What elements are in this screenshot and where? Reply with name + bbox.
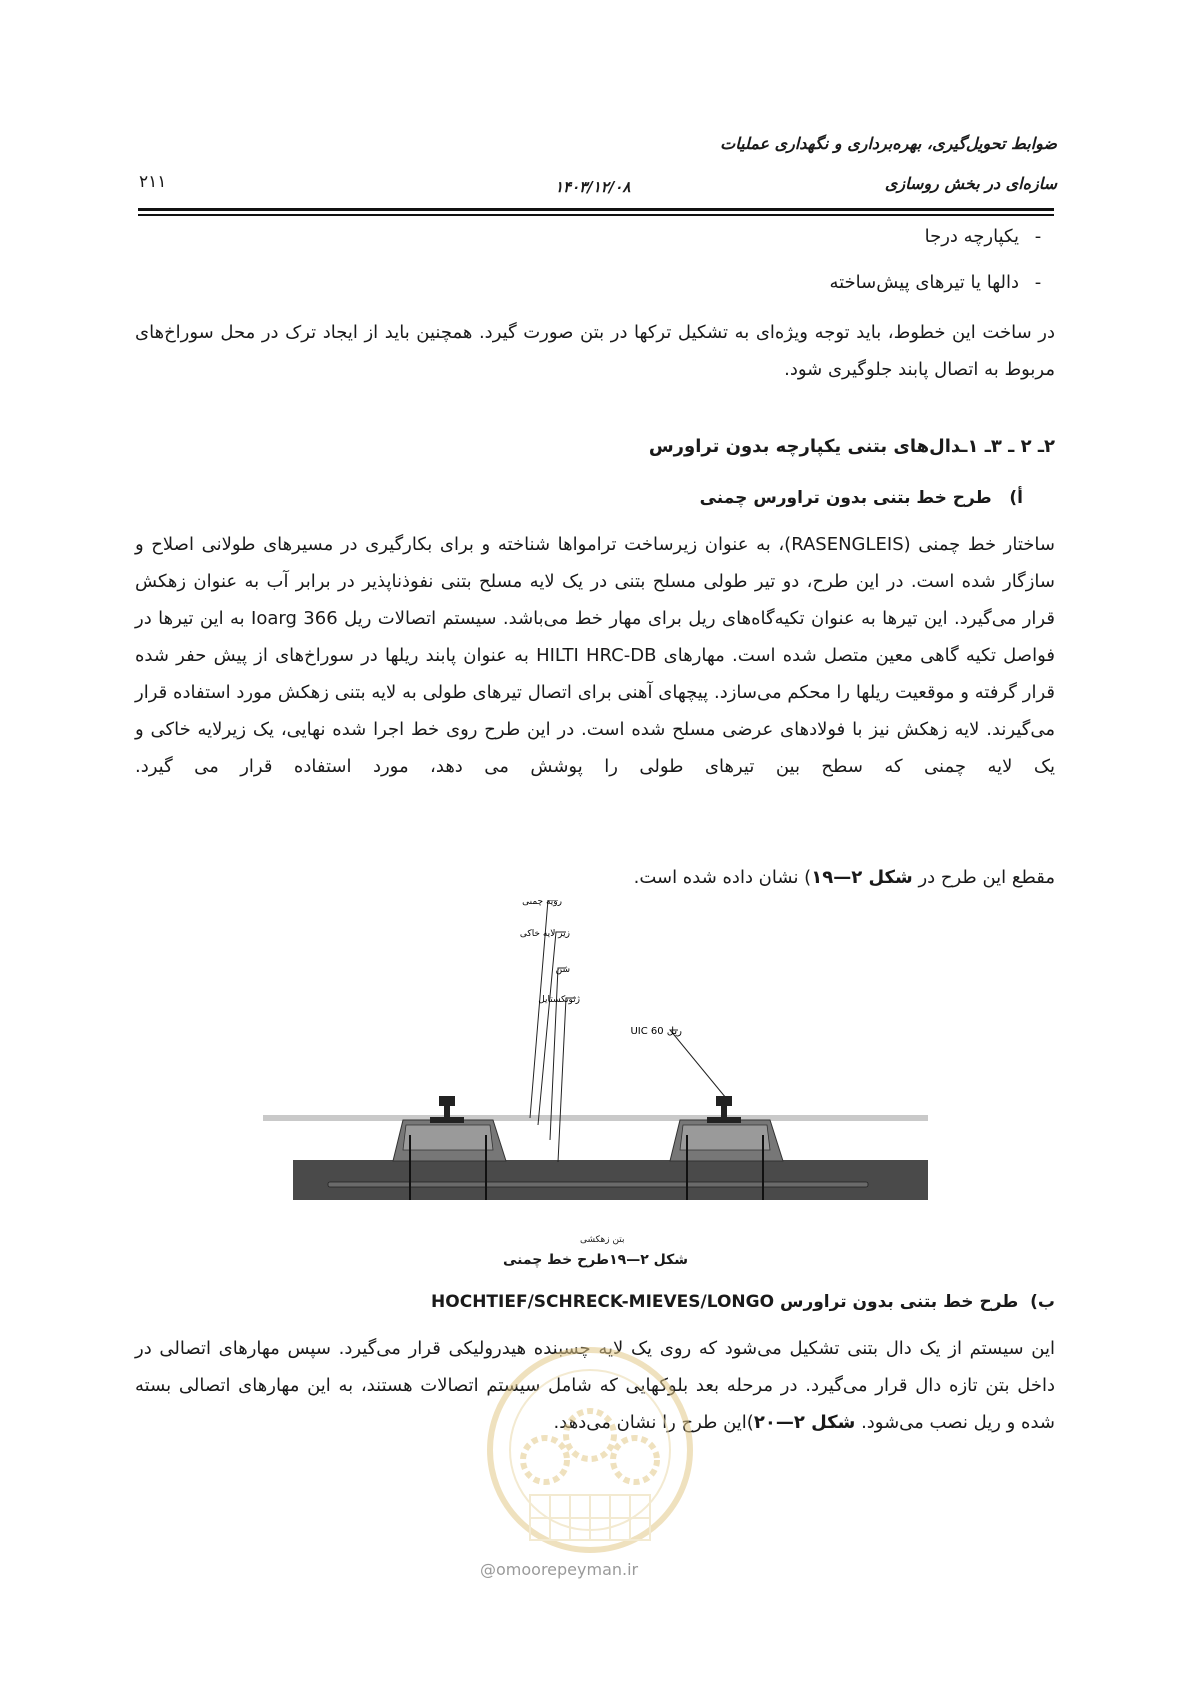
subsection-b-text: این سیستم از یک دال بتنی تشکیل می‌شود که روی یک لایه چسبنده هیدرولیکی قرار می‌گیرد. سپس مهارهای اتصالی در داخل بتن تازه دال قرار می‌گیرد. در مرحله بعد بلوکهایی که شامل سیستم اتصالات هستند، به این مهارهای اتصالی بسته شده و ریل نصب می‌شود. — [135, 1338, 1055, 1433]
section-heading: ۲ـ ۲ ـ ۳ـ ۱ـدال‌های بتنی یکپارچه بدون تراورس — [648, 436, 1055, 457]
subsection-b-label: ب) — [1030, 1292, 1055, 1312]
header-subtitle: سازه‌ای در بخش روسازی — [884, 174, 1057, 193]
bullet-item — [925, 226, 1057, 247]
left-beam-core — [403, 1125, 493, 1150]
label-sand: شن — [555, 965, 570, 975]
bullet-dash: - — [1034, 272, 1042, 293]
grass-track-figure — [258, 900, 938, 1200]
ref-suffix-b: )این طرح را نشان می‌دهد. — [553, 1412, 754, 1433]
intro-paragraph: در ساخت این خطوط، باید توجه ویژه‌ای به تشکیل ترکها در بتن صورت گیرد. همچنین باید از ایجاد ترک در محل سوراخ‌های مربوط به اتصال پابند جلوگیری شود. — [135, 322, 1055, 380]
subsection-a-reference — [135, 859, 1055, 896]
label-soil: زیر لایه خاکی — [519, 929, 570, 939]
subsection-a-paragraph: ساختار خط چمنی (RASENGLEIS)، به عنوان زیرساخت تراموا‌ها شناخته و برای بکارگیری در مسیرهای طولانی اصلاح و سازگار شده است. در این طرح، دو تیر طولی مسلح بتنی در یک لایه مسلح بتنی نفوذناپذیر در برابر آب به عنوان زهکش قرار می‌گیرد. این تیرها به عنوان تکیه‌گاه‌های ریل برای مهار خط می‌باشد. سیستم اتصالات ریل Ioarg 366 به این تیرها در فواصل تکیه گاهی معین متصل شده است. مهارهای HILTI HRC-DB به عنوان پابند ریلها در سوراخ‌های از پیش حفر شده قرار گرفته و موقعیت ریلها را محکم می‌سازد. پیچهای آهنی برای اتصال تیرهای طولی به لایه بتنی زهکش مورد استفاده قرار می‌گیرند. لایه زهکش نیز با فولادهای عرضی مسلح شده است. در این طرح روی خط اجرا شده نهایی، یک زیرلایه خاکی و یک لایه چمنی که سطح بین تیرهای طولی را پوشش می دهد، مورد استفاده قرار می گیرد. — [135, 534, 1055, 777]
bullet-dash: - — [1034, 226, 1042, 247]
label-drain: بتن زهکشی — [580, 1235, 625, 1245]
leader-rail — [670, 1030, 726, 1098]
page-number: ۲۱۱ — [139, 172, 167, 192]
subsection-b-heading — [431, 1292, 1055, 1312]
subsection-a-title: طرح خط بتنی بدون تراورس چمنی — [699, 488, 992, 508]
watermark-seal-icon — [470, 1330, 710, 1590]
subsection-a-label: أ) — [1009, 488, 1023, 508]
left-rail-foot — [430, 1117, 464, 1123]
drainage-slab — [293, 1160, 928, 1200]
right-rail-foot — [707, 1117, 741, 1123]
label-rail: ریل UIC 60 — [630, 1026, 682, 1037]
ref-prefix: مقطع این طرح در — [918, 867, 1055, 888]
left-rail-web — [444, 1105, 450, 1119]
right-beam-core — [680, 1125, 770, 1150]
label-geotextile: ژئوتکستایل — [538, 995, 580, 1005]
ref-figure-b: شکل ۲—۲۰ — [753, 1412, 856, 1433]
bullet-text: یکپارچه درجا — [924, 226, 1019, 247]
watermark-site: @omoorepeyman.ir — [480, 1560, 639, 1579]
bullet-item — [829, 272, 1057, 293]
right-rail-head — [716, 1096, 732, 1106]
right-rail-web — [721, 1105, 727, 1119]
subsection-b-title: طرح خط بتنی بدون تراورس HOCHTIEF/SCHRECK-MIEVES/LONGO — [431, 1292, 1019, 1312]
label-grass: رویه چمنی — [522, 900, 562, 907]
leader-geotextile — [558, 998, 576, 1162]
ref-figure: شکل ۲—۱۹ — [811, 867, 913, 888]
ref-suffix: ) نشان داده شده است. — [633, 867, 812, 888]
header-rule-thin — [138, 214, 1054, 216]
figure-caption: شکل ۲—۱۹طرح خط چمنی — [502, 1252, 689, 1268]
left-rail-head — [439, 1096, 455, 1106]
subsection-a-heading — [700, 488, 1023, 508]
header-rule-thick — [138, 208, 1054, 211]
bullet-text: دالها یا تیرهای پیش‌ساخته — [829, 272, 1019, 293]
header-title: ضوابط تحویل‌گیری، بهره‌برداری و نگهداری عملیات — [720, 134, 1057, 153]
header-date: ۱۴۰۳/۱۲/۰۸ — [555, 178, 631, 196]
grass-surface — [263, 1115, 928, 1121]
